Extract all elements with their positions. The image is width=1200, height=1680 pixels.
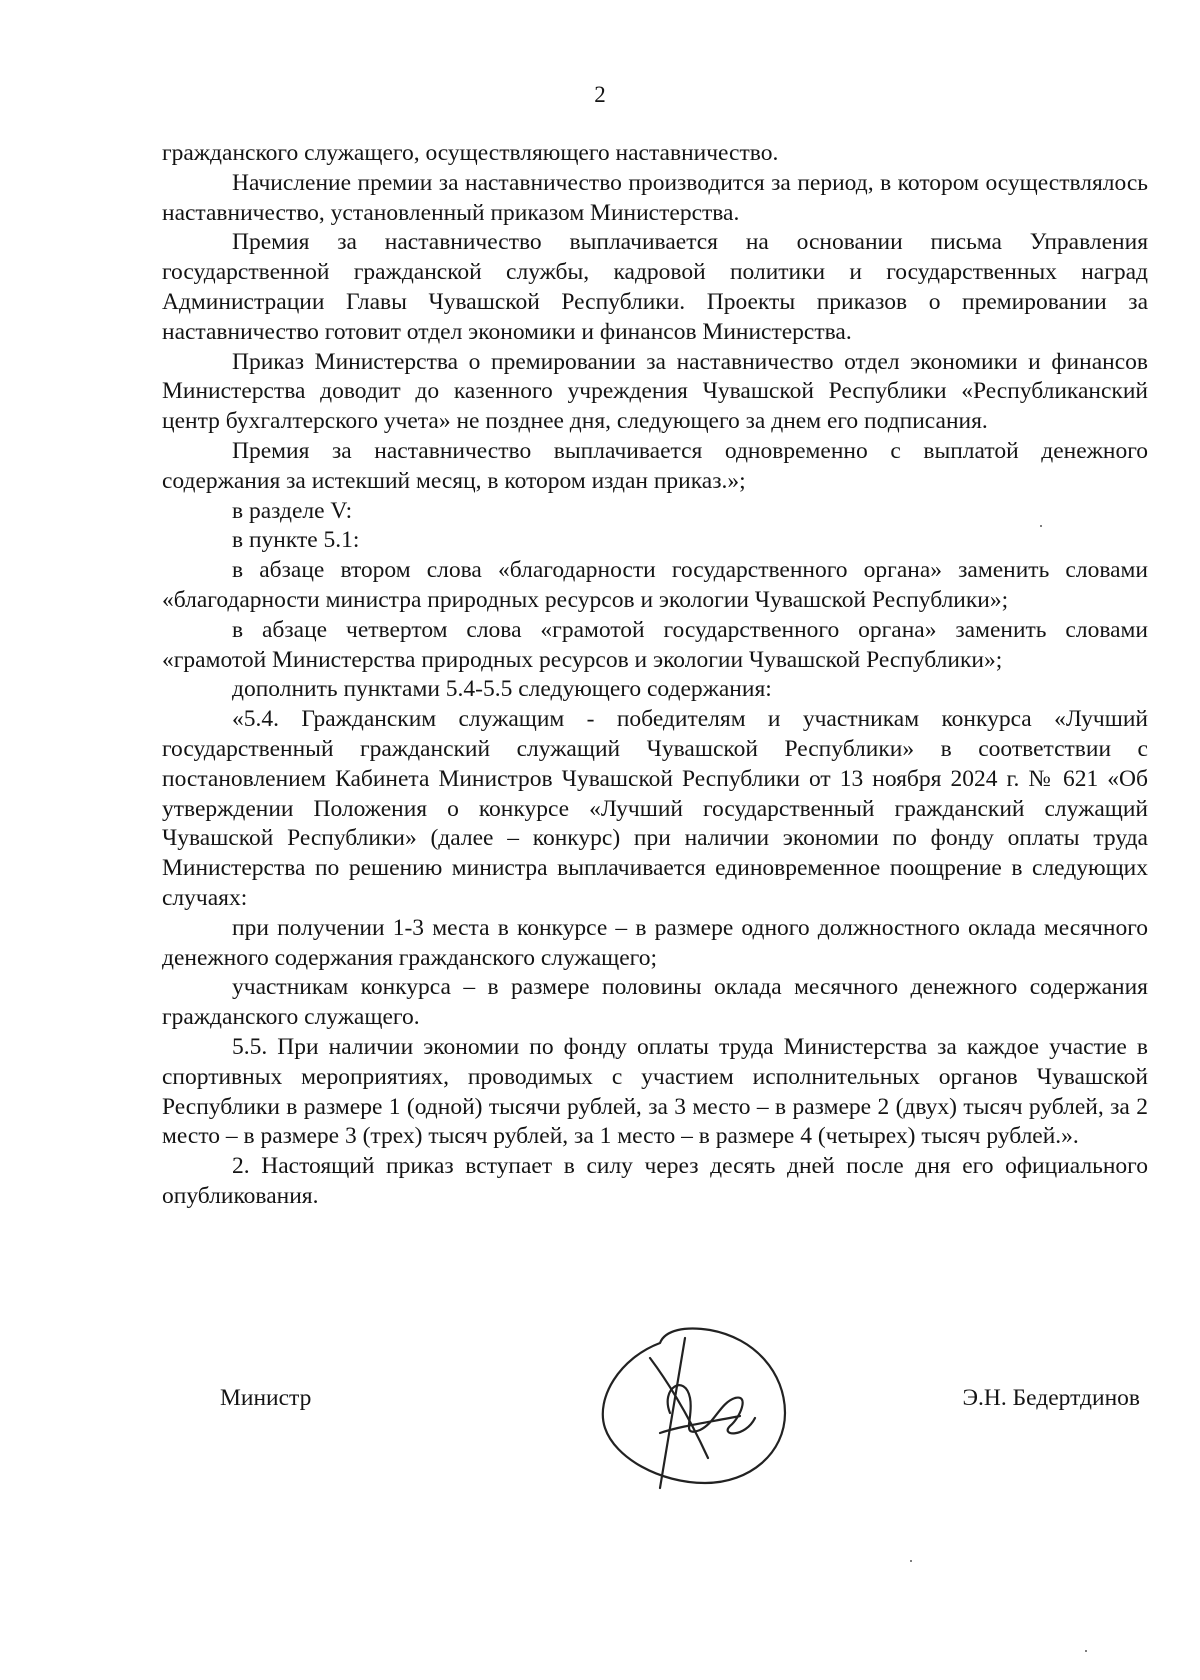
scan-artifact-dot — [910, 1560, 912, 1562]
signature-loop-stroke — [603, 1329, 785, 1483]
paragraph: Начисление премии за наставничество производится за период, в котором осуществлялось наставничество, установленный приказом Министерства. — [162, 169, 1148, 226]
paragraph: 5.5. При наличии экономии по фонду оплаты труда Министерства за каждое участие в спортивных мероприятиях, проводимых с участием исполнительных органов Чувашской Республики в размере 1 (одной) тысячи рублей, за 3 место – в размере 2 (двух) тысяч рублей, за 2 место – в размере 3 (трех) тысяч рублей, за 1 место – в размере 4 (четырех) тысяч рублей.». — [162, 1033, 1148, 1150]
paragraph: при получении 1-3 места в конкурсе – в размере одного должностного оклада месячного денежного содержания гражданского служащего; — [162, 914, 1148, 971]
paragraph: участникам конкурса – в размере половины оклада месячного денежного содержания гражданского служащего. — [162, 974, 1148, 1031]
paragraph: в абзаце четвертом слова «грамотой государственного органа» заменить словами «грамотой Министерства природных ресурсов и экологии Чувашской Республики»; — [162, 616, 1148, 673]
paragraph: «5.4. Гражданским служащим - победителям и участникам конкурса «Лучший государственный гражданский служащий Чувашской Республики» в соответствии с постановлением Кабинета Министров Чувашской Республики от 13 ноября 2024 г. № 621 «Об утверждении Положения о конкурсе «Лучший государственный гражданский служащий Чувашской Республики» (далее – конкурс) при наличии экономии по фонду оплаты труда Министерства по решению министра выплачивается единовременное поощрение в следующих случаях: — [162, 706, 1148, 911]
paragraph: Премия за наставничество выплачивается на основании письма Управления государственной гражданской службы, кадровой политики и государственных наград Администрации Главы Чувашской Республики. Проекты приказов о премировании за наставничество готовит отдел экономики и финансов Министерства. — [162, 229, 1148, 345]
paragraph: дополнить пунктами 5.4-5.5 следующего содержания: — [232, 676, 772, 703]
scan-artifact-dot — [1040, 525, 1042, 527]
document-body — [162, 139, 1148, 1212]
paragraph-continuation: гражданского служащего, осуществляющего наставничество. — [162, 140, 779, 166]
paragraph: в абзаце втором слова «благодарности государственного органа» заменить словами «благодарности министра природных ресурсов и экологии Чувашской Республики»; — [162, 557, 1148, 613]
scan-artifact-dot — [1085, 1650, 1087, 1652]
paragraph: в разделе V: — [232, 497, 353, 524]
signature-vertical-stroke — [660, 1338, 685, 1488]
paragraph: Приказ Министерства о премировании за наставничество отдел экономики и финансов Министерства доводит до казенного учреждения Чувашской Республики «Республиканский центр бухгалтерского учета» не позднее дня, следующего за днем его подписания. — [162, 348, 1148, 435]
handwritten-signature — [590, 1318, 800, 1498]
signer-position: Министр — [220, 1385, 312, 1411]
page-number: 2 — [594, 82, 606, 107]
paragraph: Премия за наставничество выплачивается одновременно с выплатой денежного содержания за истекший месяц, в котором издан приказ.»; — [162, 437, 1148, 494]
paragraph: в пункте 5.1: — [232, 527, 360, 554]
signature-letter-stroke — [668, 1385, 755, 1433]
paragraph: 2. Настоящий приказ вступает в силу через десять дней после дня его официального опубликования. — [162, 1153, 1148, 1209]
signer-name: Э.Н. Бедертдинов — [962, 1385, 1140, 1411]
